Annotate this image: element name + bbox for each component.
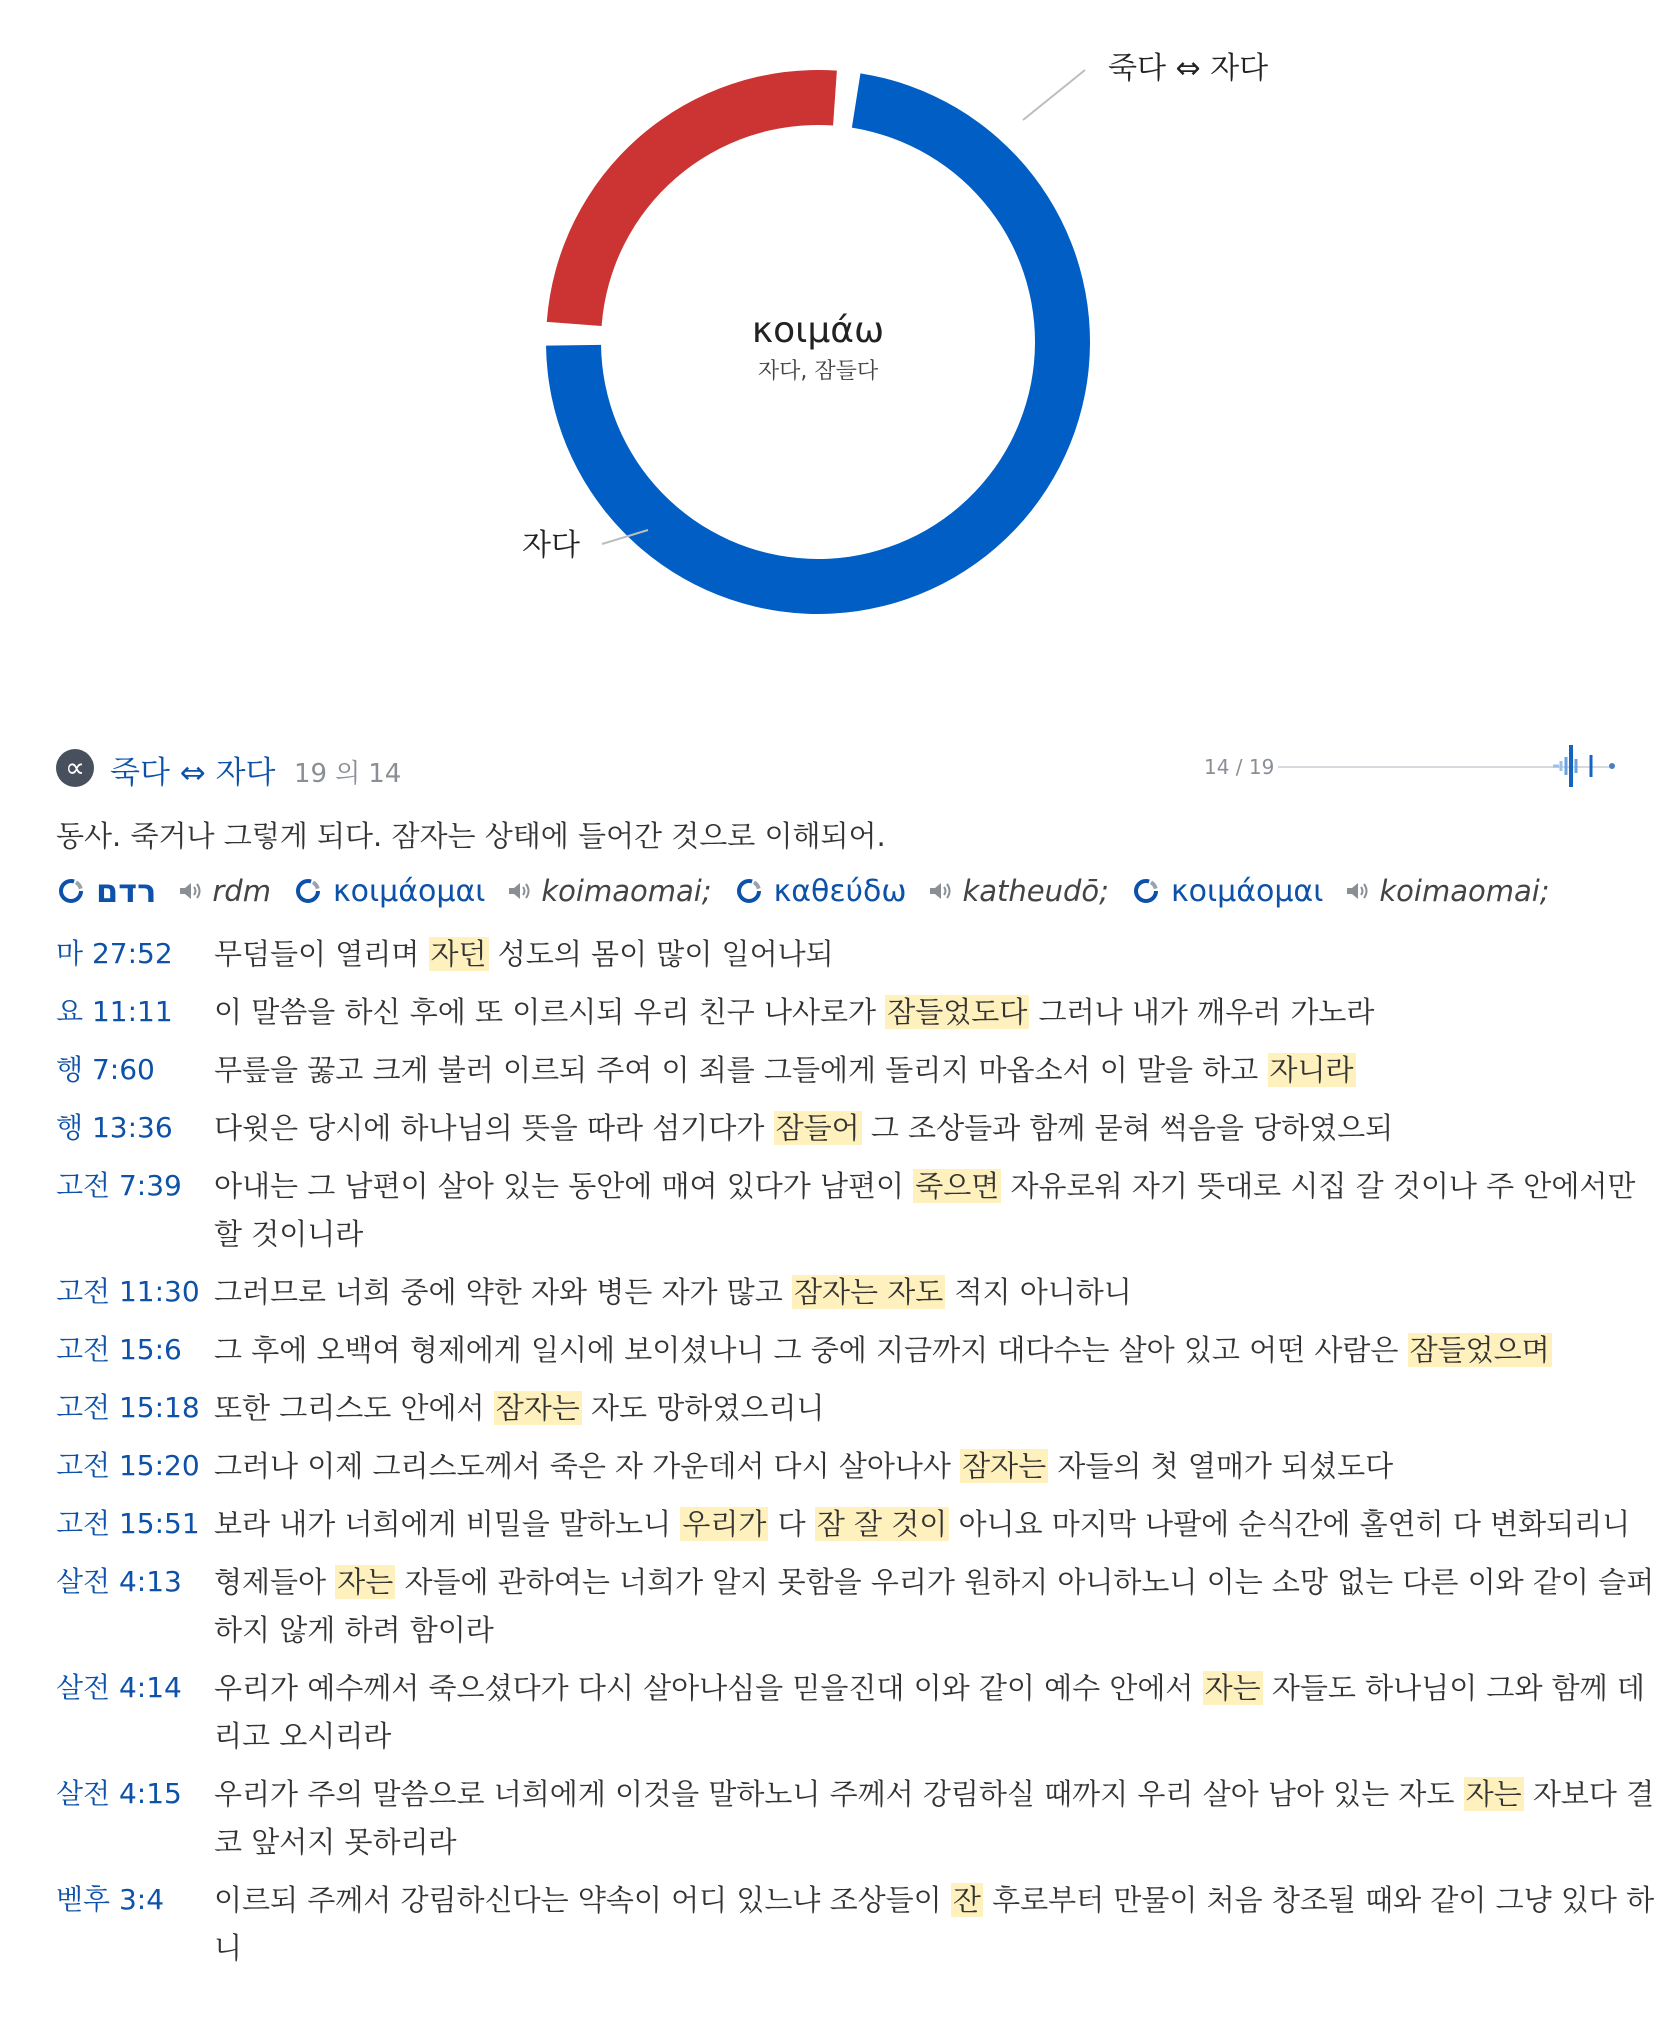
speaker-icon[interactable] xyxy=(928,880,954,902)
verse-text xyxy=(214,1384,1656,1432)
verse-list xyxy=(56,930,1656,1982)
count-total: 19 xyxy=(294,759,328,789)
slice-sleep[interactable] xyxy=(547,70,837,326)
verse-reference-link[interactable]: 마 27:52 xyxy=(56,937,173,970)
verse-text xyxy=(214,1500,1656,1548)
verse-text xyxy=(214,1442,1656,1490)
highlighted-word: 잠들었으며 xyxy=(1409,1333,1550,1367)
verse-reference-link[interactable]: 살전 4:14 xyxy=(56,1671,182,1704)
slice-label-sleep: 자다 xyxy=(522,528,580,563)
verse-text-segment: 성도의 몸이 많이 일어나되 xyxy=(488,937,834,971)
verse-text-segment: 자도 망하였으리니 xyxy=(581,1391,825,1425)
refresh-icon[interactable] xyxy=(56,876,86,906)
verse-text-segment: 아니요 마지막 나팔에 순식간에 홀연히 다 변화되리니 xyxy=(949,1507,1631,1541)
verse-text-segment: 그 후에 오백여 형제에게 일시에 보이셨나니 그 중에 지금까지 대다수는 살아 있고 어떤 사람은 xyxy=(214,1333,1408,1367)
highlighted-word: 자던 xyxy=(430,937,487,971)
related-words xyxy=(56,872,1656,914)
highlighted-word: 잔 xyxy=(952,1883,981,1917)
highlighted-word: 자는 xyxy=(1204,1671,1261,1705)
verse-row xyxy=(56,1384,1656,1432)
pager-text: 14 / 19 xyxy=(1204,755,1275,779)
verse-text-segment: 무덤들이 열리며 xyxy=(214,937,429,971)
highlighted-word: 잠자는 xyxy=(495,1391,580,1425)
verse-row xyxy=(56,1162,1656,1258)
verse-text-segment: 그 조상들과 함께 묻혀 썩음을 당하였으되 xyxy=(861,1111,1394,1145)
verse-reference-link[interactable]: 행 7:60 xyxy=(56,1053,155,1086)
definition-text: 동사. 죽거나 그렇게 되다. 잠자는 상태에 들어간 것으로 이해되어. xyxy=(56,819,886,853)
related-word-link[interactable]: καθεύδω xyxy=(773,873,907,909)
verse-text xyxy=(214,1162,1656,1258)
verse-row xyxy=(56,1558,1656,1654)
verse-text-segment: 자들도 하나님이 그와 함께 데리고 오시리라 xyxy=(214,1671,1645,1753)
transliteration: katheudō; xyxy=(962,874,1109,908)
verse-row xyxy=(56,1326,1656,1374)
verse-row xyxy=(56,1046,1656,1094)
verse-text-segment: 그러나 이제 그리스도께서 죽은 자 가운데서 다시 살아나사 xyxy=(214,1449,961,1483)
section-count xyxy=(294,753,401,790)
verse-text-segment: 우리가 주의 말씀으로 너희에게 이것을 말하노니 주께서 강림하실 때까지 우리 살아 남아 있는 자도 xyxy=(214,1777,1464,1811)
highlighted-word: 자는 xyxy=(1465,1777,1522,1811)
highlighted-word: 잠자는 자도 xyxy=(794,1275,944,1309)
related-word-link[interactable]: κοιμάομαι xyxy=(1170,873,1324,909)
related-word-item xyxy=(293,874,712,909)
related-word-link[interactable]: רדם xyxy=(96,872,157,910)
leader-line-die-sleep xyxy=(1023,70,1085,120)
verse-text xyxy=(214,1770,1656,1866)
center-subtitle: 자다, 잠들다 xyxy=(757,359,879,384)
verse-reference-link[interactable]: 벧후 3:4 xyxy=(56,1883,165,1916)
related-word-item xyxy=(1131,874,1550,909)
verse-reference-link[interactable]: 고전 11:30 xyxy=(56,1275,200,1308)
related-word-item xyxy=(56,872,271,910)
verse-row xyxy=(56,1268,1656,1316)
verse-row xyxy=(56,930,1656,978)
verse-text-segment: 자들의 첫 열매가 되셨도다 xyxy=(1048,1449,1394,1483)
section-title[interactable]: 죽다 ⇔ 자다 xyxy=(110,755,276,791)
verse-text-segment: 우리가 예수께서 죽으셨다가 다시 살아나심을 믿을진대 이와 같이 예수 안에서 xyxy=(214,1671,1203,1705)
related-word-link[interactable]: κοιμάομαι xyxy=(332,873,486,909)
related-word-item xyxy=(734,874,1109,909)
highlighted-word: 자니라 xyxy=(1269,1053,1354,1087)
center-title: κοιμάω xyxy=(751,310,885,351)
highlighted-word: 우리가 xyxy=(682,1507,767,1541)
verse-text-segment: 이르되 주께서 강림하신다는 약속이 어디 있느냐 조상들이 xyxy=(214,1883,951,1917)
verse-text-segment: 적지 아니하니 xyxy=(945,1275,1132,1309)
verse-text-segment: 무릎을 꿇고 크게 불러 이르되 주여 이 죄를 그들에게 돌리지 마옵소서 이 말을 하고 xyxy=(214,1053,1268,1087)
section-header xyxy=(56,743,1656,789)
transliteration: koimaomai; xyxy=(541,874,712,908)
verse-text xyxy=(214,1268,1656,1316)
verse-text xyxy=(214,1876,1656,1972)
count-value: 14 xyxy=(368,759,402,789)
highlighted-word: 잠들어 xyxy=(775,1111,860,1145)
verse-text-segment: 자보다 결코 앞서지 못하리라 xyxy=(214,1777,1655,1859)
verse-reference-link[interactable]: 요 11:11 xyxy=(56,995,173,1028)
verse-text-segment: 자유로워 자기 뜻대로 시집 갈 것이나 주 안에서만 할 것이니라 xyxy=(214,1169,1636,1251)
speaker-icon[interactable] xyxy=(1345,880,1371,902)
verse-text-segment: 아내는 그 남편이 살아 있는 동안에 매여 있다가 남편이 xyxy=(214,1169,914,1203)
verse-reference-link[interactable]: 고전 15:6 xyxy=(56,1333,182,1366)
speaker-icon[interactable] xyxy=(507,880,533,902)
speaker-icon[interactable] xyxy=(178,880,204,902)
proportional-icon: ∝ xyxy=(56,749,94,787)
verse-text xyxy=(214,1558,1656,1654)
transliteration: rdm xyxy=(212,874,271,908)
verse-reference-link[interactable]: 행 13:36 xyxy=(56,1111,173,1144)
verse-row xyxy=(56,1770,1656,1866)
refresh-icon[interactable] xyxy=(1131,876,1161,906)
verse-reference-link[interactable]: 고전 7:39 xyxy=(56,1169,182,1202)
verse-row xyxy=(56,1664,1656,1760)
highlighted-word: 잠자는 xyxy=(962,1449,1047,1483)
highlighted-word: 자는 xyxy=(337,1565,394,1599)
verse-text-segment: 그러므로 너희 중에 약한 자와 병든 자가 많고 xyxy=(214,1275,792,1309)
refresh-icon[interactable] xyxy=(734,876,764,906)
verse-reference-link[interactable]: 고전 15:20 xyxy=(56,1449,200,1482)
highlighted-word: 죽으면 xyxy=(915,1169,1000,1203)
verse-text xyxy=(214,1326,1656,1374)
verse-text-segment: 다 xyxy=(768,1507,815,1541)
donut-chart xyxy=(0,0,1664,680)
highlighted-word: 잠 잘 것이 xyxy=(816,1507,948,1541)
verse-text-segment: 보라 내가 너희에게 비밀을 말하노니 xyxy=(214,1507,681,1541)
verse-row xyxy=(56,1442,1656,1490)
verse-text-segment: 또한 그리스도 안에서 xyxy=(214,1391,494,1425)
verse-text xyxy=(214,1104,1656,1152)
verse-text xyxy=(214,930,1656,978)
verse-text-segment: 다윗은 당시에 하나님의 뜻을 따라 섬기다가 xyxy=(214,1111,774,1145)
verse-reference-link[interactable]: 살전 4:15 xyxy=(56,1777,182,1810)
verse-text xyxy=(214,1046,1656,1094)
verse-reference-link[interactable]: 살전 4:13 xyxy=(56,1565,182,1598)
verse-reference-link[interactable]: 고전 15:51 xyxy=(56,1507,200,1540)
verse-row xyxy=(56,988,1656,1036)
verse-text-segment: 자들에 관하여는 너희가 알지 못함을 우리가 원하지 아니하노니 이는 소망 없는 다른 이와 같이 슬퍼하지 않게 하려 함이라 xyxy=(214,1565,1655,1647)
slice-label-die-sleep: 죽다 ⇔ 자다 xyxy=(1108,51,1269,86)
verse-reference-link[interactable]: 고전 15:18 xyxy=(56,1391,200,1424)
count-of: 의 xyxy=(335,759,361,789)
verse-row xyxy=(56,1500,1656,1548)
verse-row xyxy=(56,1104,1656,1152)
transliteration: koimaomai; xyxy=(1379,874,1550,908)
verse-text-segment: 후로부터 만물이 처음 창조될 때와 같이 그냥 있다 하니 xyxy=(214,1883,1655,1965)
refresh-icon[interactable] xyxy=(293,876,323,906)
waveform-icon[interactable] xyxy=(1549,743,1619,789)
highlighted-word: 잠들었도다 xyxy=(887,995,1028,1029)
verse-text-segment: 그러나 내가 깨우러 가노라 xyxy=(1029,995,1375,1029)
verse-text-segment: 형제들아 xyxy=(214,1565,336,1599)
verse-text-segment: 이 말씀을 하신 후에 또 이르시되 우리 친구 나사로가 xyxy=(214,995,886,1029)
verse-text xyxy=(214,1664,1656,1760)
verse-text xyxy=(214,988,1656,1036)
verse-row xyxy=(56,1876,1656,1972)
